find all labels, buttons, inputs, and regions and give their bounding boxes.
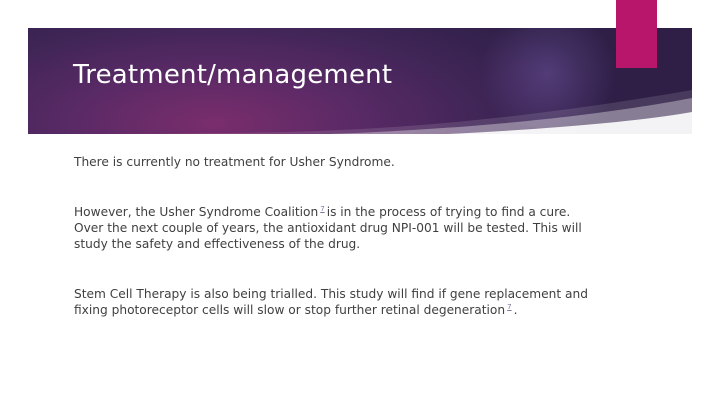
slide-title: Treatment/management — [73, 60, 393, 90]
paragraph-coalition-text-b: is in the process of trying to find a cure. Over the next couple of years, the antioxidant drug NPI-001 will be tested. This will study the safety and effectiveness of the drug. — [74, 205, 582, 251]
paragraph-coalition — [74, 204, 594, 252]
paragraph-stem-cell-text-a: Stem Cell Therapy is also being trialled. This study will find if gene replacement and fixing photoreceptor cells will slow or stop further retinal degeneration — [74, 287, 588, 317]
reference-link[interactable]: 7 — [320, 204, 325, 213]
paragraph-stem-cell — [74, 286, 594, 318]
paragraph-stem-cell-text-b: . — [513, 303, 518, 317]
slide-body — [74, 154, 594, 318]
reference-link[interactable]: 7 — [507, 302, 512, 311]
accent-tab — [616, 0, 657, 68]
paragraph-no-treatment: There is currently no treatment for Usher Syndrome. — [74, 155, 395, 169]
paragraph-coalition-text-a: However, the Usher Syndrome Coalition — [74, 205, 319, 219]
